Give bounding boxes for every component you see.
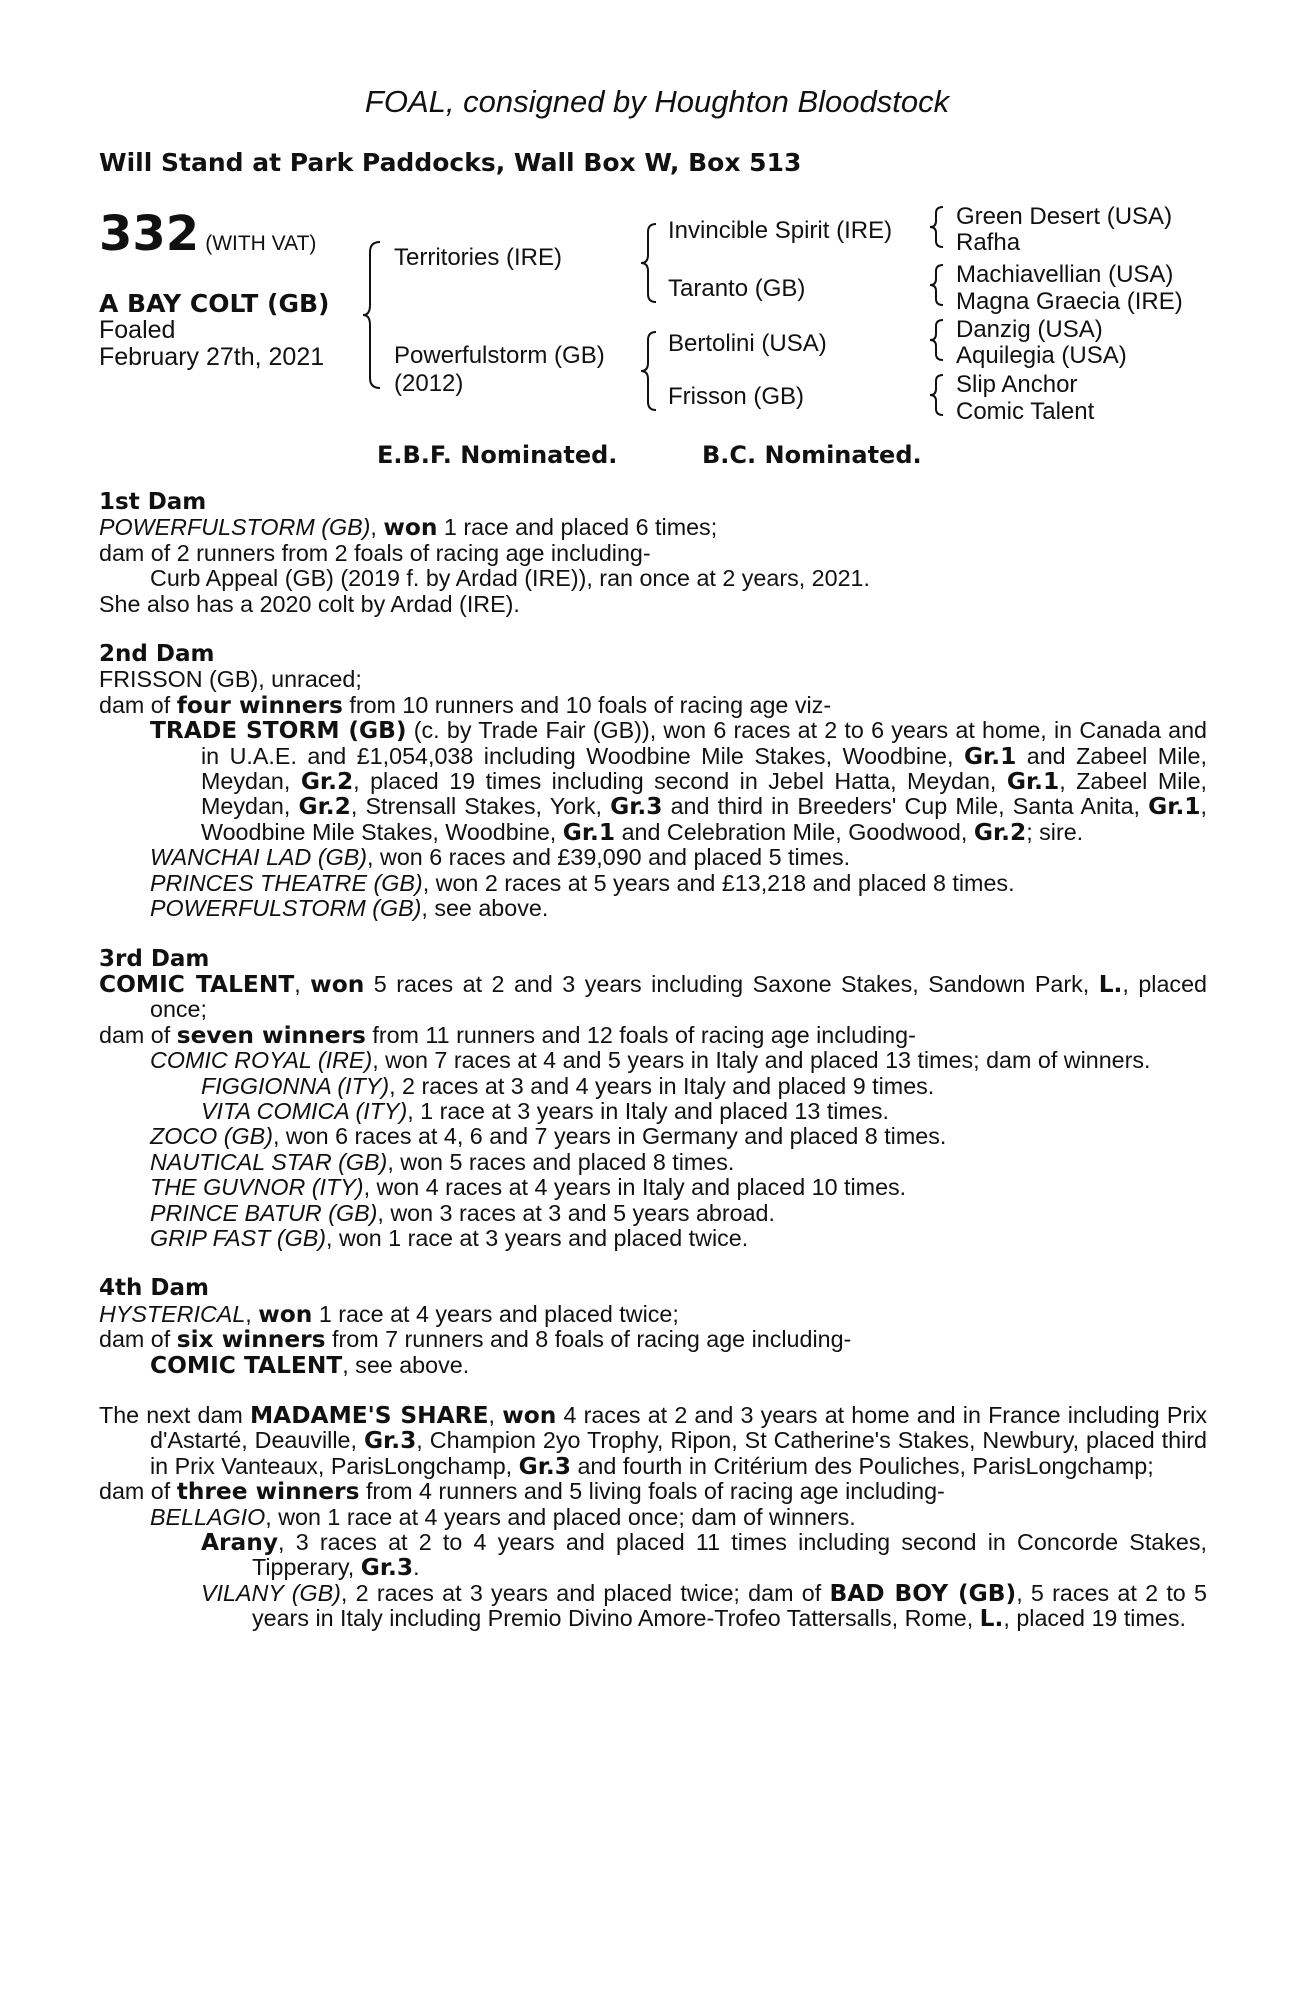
horse-name: BAD BOY (GB) xyxy=(829,1579,1017,1607)
won-label: won xyxy=(258,1300,313,1328)
text: and fourth in Critérium des Pouliches, ParisLongchamp; xyxy=(571,1452,1154,1479)
pedigree-gen3: Machiavellian (USA) xyxy=(956,261,1174,288)
text: , won 6 races and £39,090 and placed 5 times. xyxy=(367,844,851,871)
text: , won 3 races at 3 and 5 years abroad. xyxy=(377,1199,775,1226)
horse-name: FIGGIONNA (ITY) xyxy=(201,1072,390,1099)
produce-entry xyxy=(99,896,1207,921)
horse-name: VILANY (GB) xyxy=(201,1579,341,1606)
text: , see above. xyxy=(342,1351,470,1378)
pedigree-brace-g3-4 xyxy=(928,373,948,417)
dam-name: HYSTERICAL xyxy=(99,1300,246,1327)
text: , placed once; xyxy=(150,970,1207,1023)
text: from 7 runners and 8 foals of racing age including- xyxy=(325,1326,852,1353)
grade: Gr.1 xyxy=(963,742,1017,770)
pedigree-gen2: Bertolini (USA) xyxy=(668,330,827,357)
text: and third in Breeders' Cup Mile, Santa Anita, xyxy=(662,793,1149,820)
horse-name: ZOCO (GB) xyxy=(150,1123,273,1150)
grade: Gr.2 xyxy=(300,768,354,796)
horse-name: A BAY COLT (GB) xyxy=(99,289,330,318)
listed-label: L. xyxy=(979,1605,1004,1633)
bc-nomination: B.C. Nominated. xyxy=(702,441,922,469)
text: 5 races at 2 and 3 years including Saxone Stakes, Sandown Park, xyxy=(364,970,1099,997)
dam-name: POWERFULSTORM (GB) xyxy=(99,514,371,541)
grade: Gr.1 xyxy=(1148,793,1201,821)
text: , 1 race at 3 years in Italy and placed 13 times. xyxy=(407,1097,889,1124)
fourth-dam-line xyxy=(99,1302,1207,1327)
grade: Gr.3 xyxy=(518,1452,571,1480)
pedigree-gen3: Rafha xyxy=(956,229,1021,256)
pedigree-brace-g3-1 xyxy=(928,205,948,249)
text: dam of xyxy=(99,691,177,718)
grade: Gr.1 xyxy=(1006,768,1060,796)
horse-name: PRINCE BATUR (GB) xyxy=(150,1199,378,1226)
produce-entry xyxy=(201,1530,1207,1581)
lot-number: 332 xyxy=(99,206,200,262)
produce-note: She also has a 2020 colt by Ardad (IRE). xyxy=(99,590,520,617)
won-label: won xyxy=(383,514,438,542)
text: , 3 races at 2 to 4 years and placed 11 times including second in Concorde Stakes, Tipperary, xyxy=(252,1529,1207,1581)
horse-name: COMIC ROYAL (IRE) xyxy=(150,1047,373,1074)
third-dam-line xyxy=(99,972,1207,1023)
won-label: won xyxy=(502,1402,557,1429)
horse-name: GRIP FAST (GB) xyxy=(150,1224,327,1251)
text: and Zabeel Mile, Meydan, xyxy=(201,742,1207,795)
text: , won 1 race at 4 years and placed once; dam of winners. xyxy=(265,1503,856,1530)
listed-label: L. xyxy=(1098,970,1123,998)
produce-entry xyxy=(99,1201,1207,1226)
horse-name: TRADE STORM (GB) xyxy=(150,717,407,745)
text: (c. by Trade Fair (GB)), won 6 races at 2 to 6 years at home, in Canada and in U.A.E. and £1,054,038 including Woodbine Mile Stakes, Woodbine, xyxy=(201,717,1207,769)
horse-name: Arany xyxy=(201,1529,279,1557)
horse-name: COMIC TALENT xyxy=(150,1351,343,1379)
first-dam-line xyxy=(99,515,1207,540)
produce-line xyxy=(99,1023,1207,1048)
text: from 10 runners and 10 foals of racing age viz- xyxy=(342,691,832,718)
pedigree-brace-g3-3 xyxy=(928,318,948,362)
produce-entry xyxy=(99,1226,1207,1251)
horse-name: NAUTICAL STAR (GB) xyxy=(150,1148,388,1175)
pedigree-brace-dam xyxy=(640,330,662,412)
text: , xyxy=(294,970,311,997)
text: , xyxy=(245,1300,259,1327)
text: , won 6 races at 4, 6 and 7 years in Germany and placed 8 times. xyxy=(272,1123,947,1150)
page-title: FOAL, consigned by Houghton Bloodstock xyxy=(364,84,950,119)
text: 1 race at 4 years and placed twice; xyxy=(312,1300,679,1327)
produce-entry xyxy=(99,1353,1207,1378)
text: , Zabeel Mile, Meydan, xyxy=(201,768,1208,820)
text: ; sire. xyxy=(1026,818,1084,845)
produce-entry: Curb Appeal (GB) (2019 f. by Ardad (IRE)), ran once at 2 years, 2021. xyxy=(150,565,870,592)
horse-name: WANCHAI LAD (GB) xyxy=(150,844,368,871)
ebf-nomination: E.B.F. Nominated. xyxy=(377,441,618,469)
lot-vat: (WITH VAT) xyxy=(205,232,317,255)
horse-name: POWERFULSTORM (GB) xyxy=(150,895,422,922)
first-dam-heading: 1st Dam xyxy=(99,489,207,515)
pedigree-gen2: Taranto (GB) xyxy=(668,275,806,302)
pedigree-dam-year: (2012) xyxy=(394,370,464,397)
next-dam-line xyxy=(99,1403,1207,1479)
foaled-date: February 27th, 2021 xyxy=(99,343,325,371)
grade: Gr.3 xyxy=(363,1427,417,1455)
horse-name: VITA COMICA (ITY) xyxy=(201,1097,408,1124)
text: , placed 19 times. xyxy=(1003,1605,1186,1632)
produce-entry xyxy=(201,1581,1207,1632)
text: , Champion 2yo Trophy, Ripon, St Catherine's Stakes, Newbury, placed third in Prix Vanteaux, ParisLongchamp, xyxy=(150,1427,1207,1479)
pedigree-gen3: Green Desert (USA) xyxy=(956,203,1173,230)
text: , Woodbine Mile Stakes, Woodbine, xyxy=(201,793,1208,845)
second-dam-heading: 2nd Dam xyxy=(99,641,215,668)
grade: Gr.2 xyxy=(973,818,1027,846)
pedigree-gen3: Danzig (USA) xyxy=(956,316,1103,343)
family-text xyxy=(99,490,1207,1632)
won-label: won xyxy=(310,970,365,998)
horse-name: PRINCES THEATRE (GB) xyxy=(150,869,423,896)
third-dam-heading: 3rd Dam xyxy=(99,945,210,972)
pedigree-gen3: Aquilegia (USA) xyxy=(956,342,1127,369)
grade: Gr.3 xyxy=(360,1554,414,1582)
fourth-dam-heading: 4th Dam xyxy=(99,1275,209,1302)
winners-count: four winners xyxy=(176,691,343,719)
second-dam-line: FRISSON (GB), unraced; xyxy=(99,666,362,693)
horse-info xyxy=(99,290,329,371)
produce-entry xyxy=(99,1099,1207,1124)
text: , placed 19 times including second in Jebel Hatta, Meydan, xyxy=(353,768,1007,795)
text: , won 7 races at 4 and 5 years in Italy and placed 13 times; dam of winners. xyxy=(372,1047,1151,1074)
pedigree-gen3: Magna Graecia (IRE) xyxy=(956,288,1183,315)
lot-heading xyxy=(99,206,316,262)
text: and Celebration Mile, Goodwood, xyxy=(615,818,974,845)
grade: Gr.3 xyxy=(610,793,663,821)
text: dam of xyxy=(99,1021,177,1048)
pedigree-dam: Powerfulstorm (GB) xyxy=(394,342,605,369)
pedigree-gen3: Slip Anchor xyxy=(956,371,1078,398)
winners-count: seven winners xyxy=(176,1021,366,1049)
produce-entry xyxy=(99,1074,1207,1099)
foaled-label: Foaled xyxy=(99,316,176,344)
text: , 2 races at 3 years and placed twice; dam of xyxy=(340,1579,830,1606)
horse-name: THE GUVNOR (ITY) xyxy=(150,1174,364,1201)
text: , see above. xyxy=(421,895,549,922)
winners-count: six winners xyxy=(176,1326,326,1354)
produce-line xyxy=(99,1327,1207,1352)
pedigree-brace-sire xyxy=(640,222,662,304)
text: , 5 races at 2 to 5 years in Italy including Premio Divino Amore-Trofeo Tattersalls, Rome, xyxy=(252,1579,1207,1632)
produce-entry xyxy=(99,871,1207,896)
text: , Strensall Stakes, York, xyxy=(350,793,611,820)
produce-line: dam of 2 runners from 2 foals of racing age including- xyxy=(99,539,651,566)
produce-entry xyxy=(99,845,1207,870)
text: , won 2 races at 5 years and £13,218 and placed 8 times. xyxy=(422,869,1015,896)
text: , xyxy=(370,514,384,541)
grade: Gr.1 xyxy=(562,818,616,846)
pedigree-gen2: Invincible Spirit (IRE) xyxy=(668,217,893,244)
horse-name: BELLAGIO xyxy=(150,1503,266,1530)
pedigree-brace-g3-2 xyxy=(928,263,948,307)
winners-count: three winners xyxy=(176,1478,360,1506)
pedigree-gen3: Comic Talent xyxy=(956,398,1095,425)
text: The next dam xyxy=(99,1402,250,1428)
pedigree-sire: Territories (IRE) xyxy=(394,244,563,271)
text: from 11 runners and 12 foals of racing age including- xyxy=(365,1021,916,1048)
dam-name: MADAME'S SHARE xyxy=(249,1402,489,1429)
produce-entry-trade-storm xyxy=(150,718,1207,845)
dam-name: COMIC TALENT xyxy=(99,970,295,998)
text: 1 race and placed 6 times; xyxy=(437,514,718,541)
stand-location: Will Stand at Park Paddocks, Wall Box W, Box 513 xyxy=(99,148,802,177)
produce-line xyxy=(99,1479,1207,1504)
text: , won 1 race at 3 years and placed twice. xyxy=(326,1224,749,1251)
text: , 2 races at 3 and 4 years in Italy and placed 9 times. xyxy=(389,1072,935,1099)
text: dam of xyxy=(99,1478,177,1505)
text: , won 4 races at 4 years in Italy and placed 10 times. xyxy=(363,1174,907,1201)
produce-entry xyxy=(99,1124,1207,1149)
text: from 4 runners and 5 living foals of racing age including- xyxy=(359,1478,945,1505)
produce-entry xyxy=(99,1150,1207,1175)
text: , won 5 races and placed 8 times. xyxy=(387,1148,735,1175)
text: 4 races at 2 and 3 years at home and in France including Prix d'Astarté, Deauville, xyxy=(150,1402,1207,1454)
pedigree-brace-main xyxy=(362,240,386,390)
text: , xyxy=(488,1402,503,1428)
grade: Gr.2 xyxy=(298,793,351,821)
produce-entry xyxy=(150,1048,1207,1073)
text: . xyxy=(413,1554,420,1581)
produce-line xyxy=(99,693,1207,718)
produce-entry xyxy=(99,1505,1207,1530)
text: dam of xyxy=(99,1326,177,1353)
pedigree-gen2: Frisson (GB) xyxy=(668,383,805,410)
produce-entry xyxy=(99,1175,1207,1200)
